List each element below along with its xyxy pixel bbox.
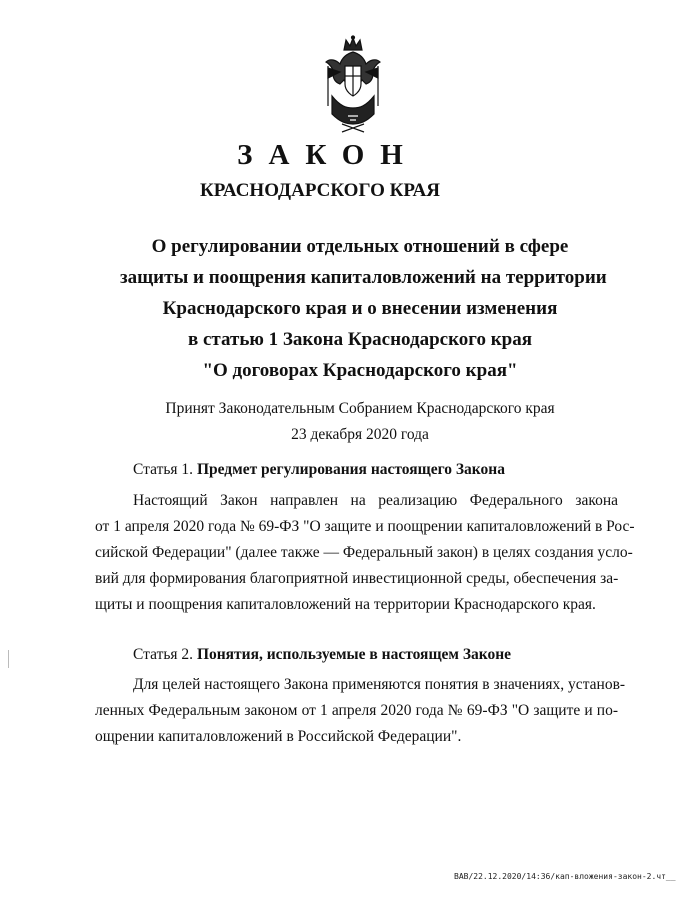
article-number: Статья 2. xyxy=(133,646,197,663)
paragraph-line: ленных Федеральным законом от 1 апреля 2020 года № 69-ФЗ "О защите и по- xyxy=(95,702,618,719)
article-2-text xyxy=(95,672,626,750)
document-title: ЗАКОН xyxy=(237,139,419,171)
paragraph-line: ощрении капиталовложений в Российской Федерации". xyxy=(95,728,462,745)
adoption-body: Принят Законодательным Собранием Краснодарского края xyxy=(165,400,555,417)
subject-line: в статью 1 Закона Краснодарского края xyxy=(187,329,533,350)
scan-margin-mark xyxy=(8,650,9,668)
article-title: Понятия, используемые в настоящем Законе xyxy=(196,646,512,663)
paragraph-line: щиты и поощрения капиталовложений на территории Краснодарского края. xyxy=(95,596,596,613)
law-subject xyxy=(120,231,607,386)
paragraph-line: Для целей настоящего Закона применяются понятия в значениях, установ- xyxy=(133,676,626,693)
article-1-text xyxy=(95,488,635,618)
article-2-heading xyxy=(133,646,511,664)
article-title: Предмет регулирования настоящего Закона xyxy=(196,461,505,478)
paragraph-line: Настоящий Закон направлен на реализацию Федерального закона xyxy=(133,492,618,509)
adoption-note xyxy=(120,396,600,448)
subject-line: "О договорах Краснодарского края" xyxy=(202,360,518,381)
coat-of-arms-icon xyxy=(322,36,384,134)
paragraph-line: от 1 апреля 2020 года № 69-ФЗ "О защите и поощрении капиталовложений в Рос- xyxy=(95,518,635,535)
adoption-date: 23 декабря 2020 года xyxy=(291,426,429,443)
subject-line: О регулировании отдельных отношений в сфере xyxy=(151,236,569,257)
document-footer-code: ВАВ/22.12.2020/14:36/кап-вложения-закон-2.чт__ xyxy=(454,872,676,881)
paragraph-line: вий для формирования благоприятной инвестиционной среды, обеспечения за- xyxy=(95,570,619,587)
article-1-heading xyxy=(133,461,505,479)
article-number: Статья 1. xyxy=(133,461,197,478)
paragraph-line: сийской Федерации" (далее также — Федеральный закон) в целях создания усло- xyxy=(95,544,633,561)
document-subtitle: КРАСНОДАРСКОГО КРАЯ xyxy=(199,180,441,201)
subject-line: Краснодарского края и о внесении изменения xyxy=(162,298,558,319)
subject-line: защиты и поощрения капиталовложений на территории xyxy=(120,267,607,288)
